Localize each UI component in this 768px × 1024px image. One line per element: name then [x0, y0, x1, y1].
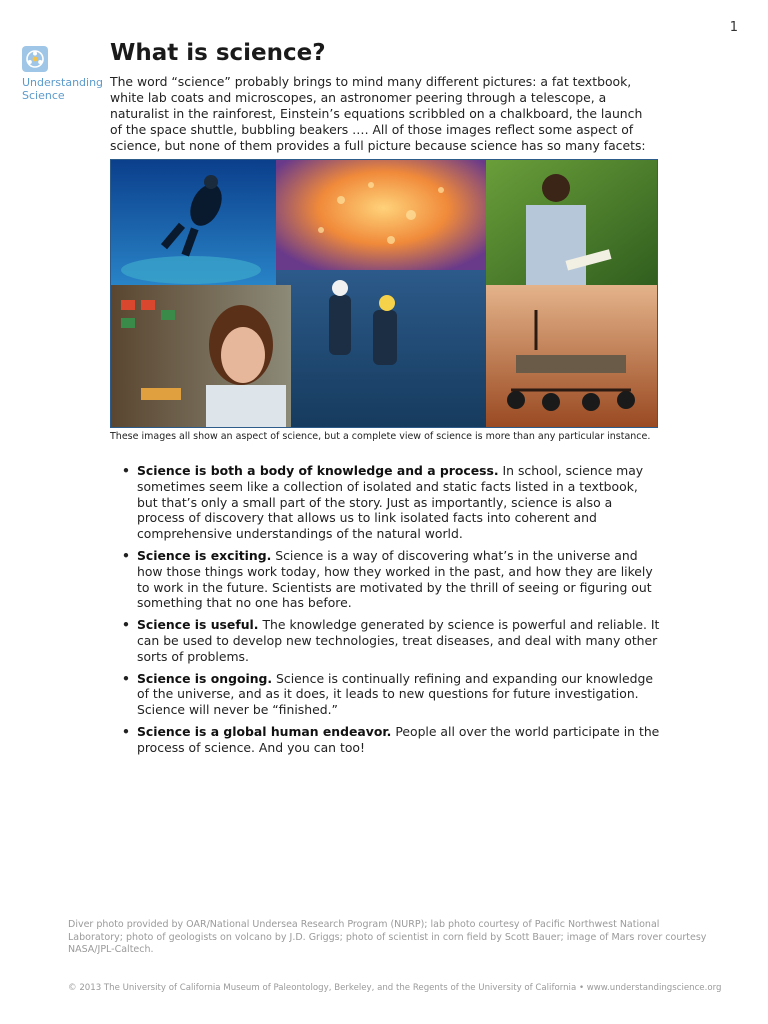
intro-paragraph: The word “science” probably brings to mind many different pictures: a fat textbook, white lab coats and microscopes, an astronomer peering through a telescope, a naturalist in the rainforest, Einstein’s equations scribbled on a chalkboard, the launch of the space shuttle, bubbling beakers …. All of those images reflect some aspect of science, but none of them provides a full picture because science has so many facets: [110, 74, 646, 153]
collage-image [111, 160, 657, 427]
science-photo-collage [110, 159, 658, 428]
understanding-science-logo[interactable] [22, 46, 107, 102]
bullet-text: Science is continually refining and expanding our knowledge of the universe, and as it does, it leads to new questions for future investigation. Science will never be “finished.” [137, 670, 653, 718]
list-item [122, 671, 662, 718]
list-item [122, 617, 662, 664]
bullet-icon: • [122, 723, 130, 739]
logo-line-1: Understanding [22, 76, 104, 89]
bullet-icon: • [122, 547, 130, 563]
bullet-heading: Science is exciting. [137, 547, 272, 563]
bullet-text: People all over the world participate in the process of science. And you can too! [137, 723, 660, 755]
bullet-text: The knowledge generated by science is powerful and reliable. It can be used to develop new technologies, treat diseases, and deal with many other sorts of problems. [137, 617, 660, 664]
bullet-heading: Science is a global human endeavor. [137, 723, 392, 739]
bullet-icon: • [122, 463, 130, 478]
science-facets-list [122, 463, 662, 762]
bullet-text: In school, science may sometimes seem like a collection of isolated and static facts listed in a textbook, but that’s only a small part of the story. Just as importantly, science is also a process of discovery that allows us to link isolated facts into coherent and comprehensive understandings of the natural world. [137, 463, 644, 542]
list-item [122, 548, 662, 611]
page-title: What is science? [110, 40, 326, 66]
photo-caption: These images all show an aspect of science, but a complete view of science is more than any particular instance. [110, 431, 651, 442]
bullet-heading: Science is useful. [137, 617, 259, 633]
list-item [122, 724, 662, 756]
bullet-icon: • [122, 617, 130, 633]
copyright-footer: © 2013 The University of California Museum of Paleontology, Berkeley, and the Regents of the University of California • www.understandingscience.org [68, 983, 722, 993]
logo-line-2: Science [22, 89, 65, 102]
page-number: 1 [729, 20, 738, 35]
bullet-heading: Science is both a body of knowledge and a process. [137, 463, 499, 478]
list-item [122, 463, 662, 542]
bullet-heading: Science is ongoing. [137, 670, 273, 686]
bullet-icon: • [122, 670, 130, 686]
photo-credits: Diver photo provided by OAR/National Undersea Research Program (NURP); lab photo courtesy of Pacific Northwest National Laboratory; photo of geologists on volcano by J.D. Griggs; photo of scientist in corn field by Scott Bauer; image of Mars rover courtesy NASA/JPL-Caltech. [68, 919, 707, 955]
logo-people-icon [22, 46, 48, 72]
bullet-text: Science is a way of discovering what’s in the universe and how those things work today, how they worked in the past, and how they are likely to work in the future. Scientists are motivated by the thrill of seeing or figuring out something that no one has before. [137, 547, 653, 611]
